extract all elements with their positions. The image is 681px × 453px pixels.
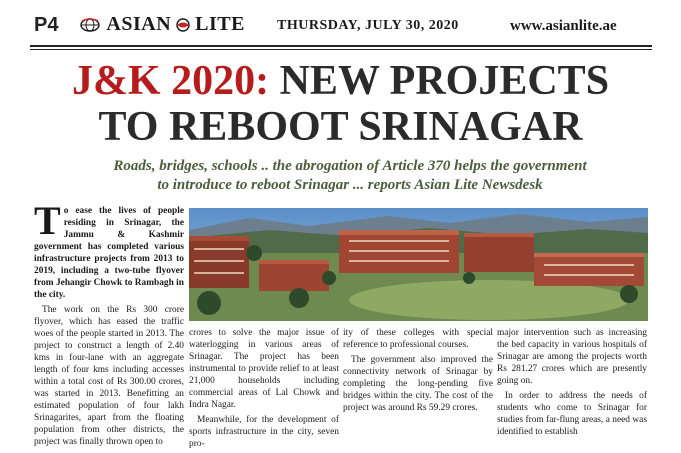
publication-logo: ASIAN LITE [78, 13, 245, 36]
subheadline [100, 157, 600, 195]
article-column-4 [497, 327, 647, 441]
globe-logo-icon [80, 18, 100, 32]
article-lead: o ease the lives of people residing in Srinagar, the Jammu & Kashmir government has completed various infrastructure projects from 2013 to 2019, including a two-tube flyover from Jehangir Chowk to Rambagh in the city. [34, 206, 184, 300]
article-paragraph: The government also improved the connectivity network of Srinagar by completing the long-pending five bridges within the city. The cost of the project was around Rs 59.29 crores. [343, 355, 493, 413]
masthead-rule-top [30, 45, 652, 47]
issue-date: THURSDAY, JULY 30, 2020 [277, 18, 459, 33]
campus-photo [189, 208, 648, 321]
article-column-1 [34, 198, 184, 451]
headline-accent: J&K 2020: [71, 58, 270, 104]
masthead-rule-bottom [30, 49, 652, 50]
article-paragraph: Meanwhile, for the development of sports infrastructure in the city, seven pro- [189, 415, 339, 449]
article-paragraph: ity of these colleges with special reference to professional courses. [343, 328, 493, 350]
subheadline-line-1: Roads, bridges, schools .. the abrogation of Article 370 helps the government [113, 158, 587, 174]
logo-emblem-icon [171, 18, 195, 32]
page-number: P4 [34, 14, 59, 36]
website-link[interactable]: www.asianlite.ae [510, 18, 617, 34]
headline-rest: NEW PROJECTS [269, 58, 610, 104]
article-paragraph: The work on the Rs 300 crore flyover, which has eased the traffic woes of the people started in 2013. The project to construct a length of 2.40 kms in four-lane with an aggregate length of four kms including accesses within a total cost of Rs 300.00 crores, was started in 2013. Benefitting an estimated population of four lakh Srinagarites, apart from the floating population from other districts, the project was finally thrown open to [34, 305, 184, 447]
article-paragraph: In order to address the needs of students who come to Srinagar for studies from far-flung areas, a need was identified to establish [497, 391, 647, 437]
article-paragraph: crores to solve the major issue of waterlogging in various areas of Srinagar. The project has been instrumental to provide relief to at least 21,000 households including commercial areas of Lal Chowk and Indra Nagar. [189, 328, 339, 410]
article-paragraph: major intervention such as increasing the bed capacity in various hospitals of Srinagar are among the projects worth Rs 281.27 crores which are presently going on. [497, 328, 647, 386]
article-column-3 [343, 327, 493, 417]
campus-photo-image [189, 208, 648, 321]
article-column-2 [189, 327, 339, 453]
masthead [0, 0, 681, 44]
subheadline-line-2: to introduce to reboot Srinagar ... reports Asian Lite Newsdesk [157, 177, 543, 193]
headline-line-1 [0, 60, 681, 102]
drop-cap: T [34, 198, 61, 243]
headline-line-2: TO REBOOT SRINAGAR [98, 104, 583, 150]
